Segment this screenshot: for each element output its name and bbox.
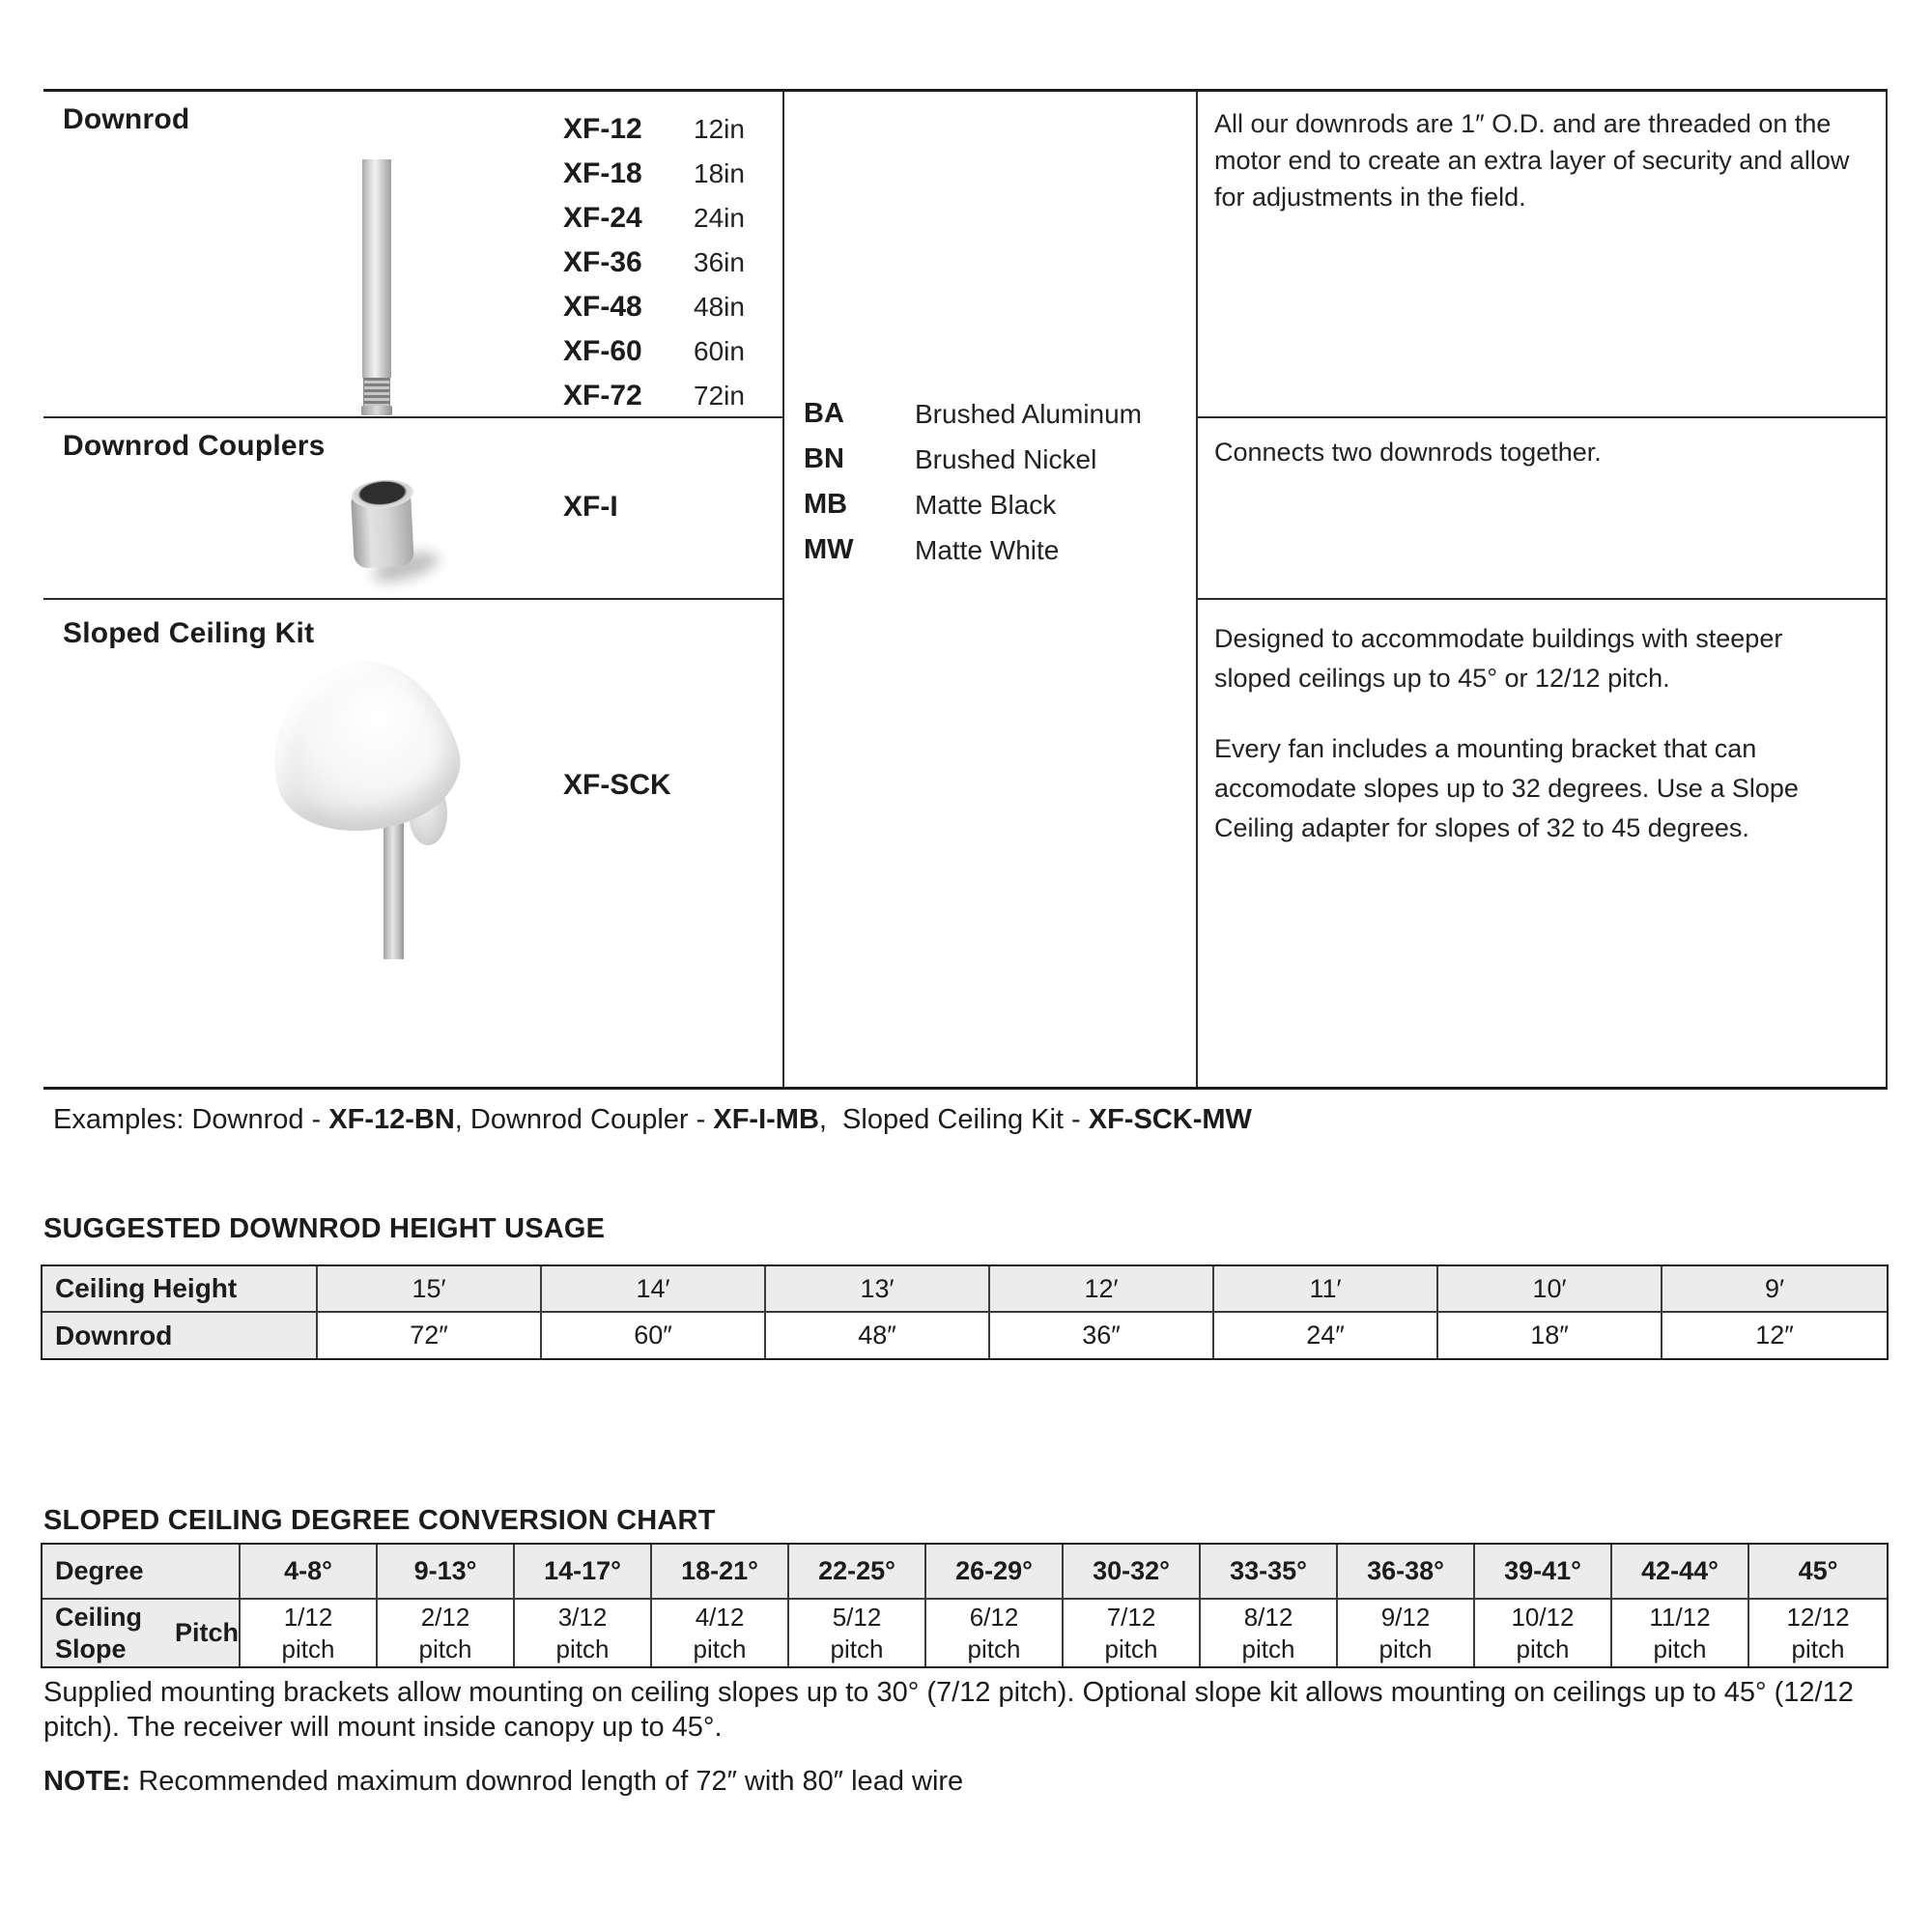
examples-text: Examples: Downrod -	[53, 1104, 329, 1135]
pitch-value: 6/12 pitch	[926, 1600, 1064, 1666]
downrod-description-cell	[1198, 92, 1886, 418]
model-size: 36in	[694, 247, 745, 277]
finish-name: Brushed Aluminum	[915, 398, 1143, 429]
degree-range: 39-41°	[1475, 1545, 1612, 1600]
degree-row-label: Degree	[43, 1545, 241, 1600]
coupler-model-code: XF-I	[563, 491, 618, 523]
ceiling-height-value: 9′	[1662, 1266, 1887, 1313]
pitch-value: 9/12 pitch	[1338, 1600, 1475, 1666]
ceiling-height-value: 11′	[1214, 1266, 1438, 1313]
degree-range: 45°	[1749, 1545, 1887, 1600]
downrod-image-threads	[363, 378, 390, 406]
degree-range: 22-25°	[789, 1545, 926, 1600]
model-row	[563, 285, 745, 329]
model-row	[563, 374, 745, 418]
downrod-product-cell	[43, 92, 782, 418]
model-code: XF-36	[563, 246, 642, 278]
pitch-row-label-line2: Pitch	[174, 1618, 239, 1647]
ceiling-height-value: 10′	[1438, 1266, 1662, 1313]
model-size: 60in	[694, 336, 745, 366]
coupler-product-image	[351, 480, 447, 588]
downrod-length-value: 24″	[1214, 1313, 1438, 1358]
pitch-value: 1/12 pitch	[241, 1600, 378, 1666]
model-row	[563, 107, 745, 152]
degree-range: 26-29°	[926, 1545, 1064, 1600]
degree-range: 9-13°	[378, 1545, 515, 1600]
pitch-value: 5/12 pitch	[789, 1600, 926, 1666]
note-label: NOTE:	[43, 1766, 131, 1797]
ceiling-height-value: 13′	[766, 1266, 990, 1313]
pitch-row-label-line1: Ceiling Slope	[55, 1602, 143, 1663]
sloped-kit-image-rod	[384, 819, 404, 959]
sloped-kit-model-code: XF-SCK	[563, 769, 671, 801]
downrod-image-shaft	[362, 159, 391, 378]
example-coupler-code: XF-I-MB	[713, 1104, 819, 1135]
downrod-length-value: 36″	[990, 1313, 1214, 1358]
downrod-length-value: 48″	[766, 1313, 990, 1358]
examples-text: , Downrod Coupler -	[454, 1104, 714, 1135]
examples-text: , Sloped Ceiling Kit -	[818, 1104, 1089, 1135]
sloped-kit-product-image	[266, 658, 507, 977]
mounting-bracket-paragraph: Supplied mounting brackets allow mounting on ceiling slopes up to 30° (7/12 pitch). Optional slope kit allows mounting on ceilings up to 45° (12/12 pitch). The receiver will mount inside canopy up to 45°.	[43, 1677, 1854, 1743]
model-row	[563, 329, 745, 374]
finish-row	[804, 527, 1142, 573]
model-code: XF-60	[563, 335, 642, 367]
model-code: XF-18	[563, 157, 642, 189]
downrod-height-table-title: SUGGESTED DOWNROD HEIGHT USAGE	[43, 1213, 606, 1244]
degree-range: 30-32°	[1064, 1545, 1201, 1600]
model-code: XF-24	[563, 202, 642, 234]
sloped-kit-section-label: Sloped Ceiling Kit	[63, 617, 315, 649]
finish-name: Brushed Nickel	[915, 443, 1097, 474]
sloped-kit-description	[1198, 600, 1886, 848]
downrod-product-image	[357, 159, 396, 416]
pitch-value: 4/12 pitch	[652, 1600, 789, 1666]
sloped-kit-description-p1: Designed to accommodate buildings with steeper sloped ceilings up to 45° or 12/12 pitch.	[1214, 624, 1783, 693]
ceiling-height-value: 12′	[990, 1266, 1214, 1313]
example-downrod-code: XF-12-BN	[328, 1104, 455, 1135]
pitch-value: 12/12 pitch	[1749, 1600, 1887, 1666]
downrod-section-label: Downrod	[63, 103, 190, 135]
downrod-length-value: 12″	[1662, 1313, 1887, 1358]
finish-row	[804, 391, 1142, 437]
ceiling-height-row-label: Ceiling Height	[43, 1266, 318, 1313]
finish-row	[804, 437, 1142, 482]
sloped-kit-product-cell	[43, 600, 782, 1087]
degree-range: 14-17°	[515, 1545, 652, 1600]
finish-code: BA	[804, 398, 844, 429]
degree-range: 18-21°	[652, 1545, 789, 1600]
ceiling-height-value: 15′	[318, 1266, 542, 1313]
coupler-section-label: Downrod Couplers	[63, 430, 326, 462]
model-row	[563, 241, 745, 285]
degree-range: 42-44°	[1612, 1545, 1749, 1600]
model-code: XF-48	[563, 291, 642, 323]
note-line	[43, 1766, 963, 1798]
downrod-height-table	[41, 1264, 1889, 1360]
pitch-value: 11/12 pitch	[1612, 1600, 1749, 1666]
model-size: 48in	[694, 292, 745, 322]
coupler-description: Connects two downrods together.	[1214, 438, 1602, 467]
downrod-image-endcap	[361, 406, 392, 415]
finish-legend	[804, 391, 1142, 573]
pitch-value: 3/12 pitch	[515, 1600, 652, 1666]
pitch-value: 8/12 pitch	[1201, 1600, 1338, 1666]
product-spec-table	[43, 89, 1888, 1090]
downrod-length-value: 18″	[1438, 1313, 1662, 1358]
finish-name: Matte White	[915, 534, 1060, 565]
downrod-row-label: Downrod	[43, 1313, 318, 1358]
sloped-kit-description-p2: Every fan includes a mounting bracket that can accomodate slopes up to 32 degrees. Use a Slope Ceiling adapter for slopes of 32 to 45 degrees.	[1214, 734, 1799, 842]
degree-range: 33-35°	[1201, 1545, 1338, 1600]
finish-code: BN	[804, 443, 844, 474]
finish-row	[804, 482, 1142, 527]
example-sloped-kit-code: XF-SCK-MW	[1088, 1104, 1252, 1135]
pitch-value: 2/12 pitch	[378, 1600, 515, 1666]
model-code: XF-72	[563, 380, 642, 412]
examples-line	[53, 1104, 1252, 1136]
coupler-description-cell	[1198, 418, 1886, 600]
pitch-value: 10/12 pitch	[1475, 1600, 1612, 1666]
sloped-kit-description-cell	[1198, 600, 1886, 1087]
downrod-description: All our downrods are 1″ O.D. and are threaded on the motor end to create an extra layer of security and allow for adjustments in the field.	[1214, 109, 1850, 212]
degree-chart-title: SLOPED CEILING DEGREE CONVERSION CHART	[43, 1505, 716, 1536]
coupler-product-cell	[43, 418, 782, 600]
model-row	[563, 196, 745, 241]
model-size: 12in	[694, 114, 745, 144]
downrod-model-list	[563, 107, 745, 418]
degree-range: 36-38°	[1338, 1545, 1475, 1600]
degree-range: 4-8°	[241, 1545, 378, 1600]
pitch-row-label	[43, 1600, 241, 1666]
finish-code: MW	[804, 534, 854, 565]
downrod-length-value: 60″	[542, 1313, 766, 1358]
model-code: XF-12	[563, 113, 642, 145]
finish-name: Matte Black	[915, 489, 1057, 520]
model-row	[563, 152, 745, 196]
finish-legend-cell	[782, 92, 1198, 1087]
downrod-length-value: 72″	[318, 1313, 542, 1358]
note-text: Recommended maximum downrod length of 72″ with 80″ lead wire	[130, 1766, 964, 1797]
model-size: 72in	[694, 381, 745, 411]
ceiling-height-value: 14′	[542, 1266, 766, 1313]
model-size: 24in	[694, 203, 745, 233]
model-size: 18in	[694, 158, 745, 188]
degree-conversion-chart	[41, 1543, 1889, 1668]
finish-code: MB	[804, 489, 848, 520]
pitch-value: 7/12 pitch	[1064, 1600, 1201, 1666]
